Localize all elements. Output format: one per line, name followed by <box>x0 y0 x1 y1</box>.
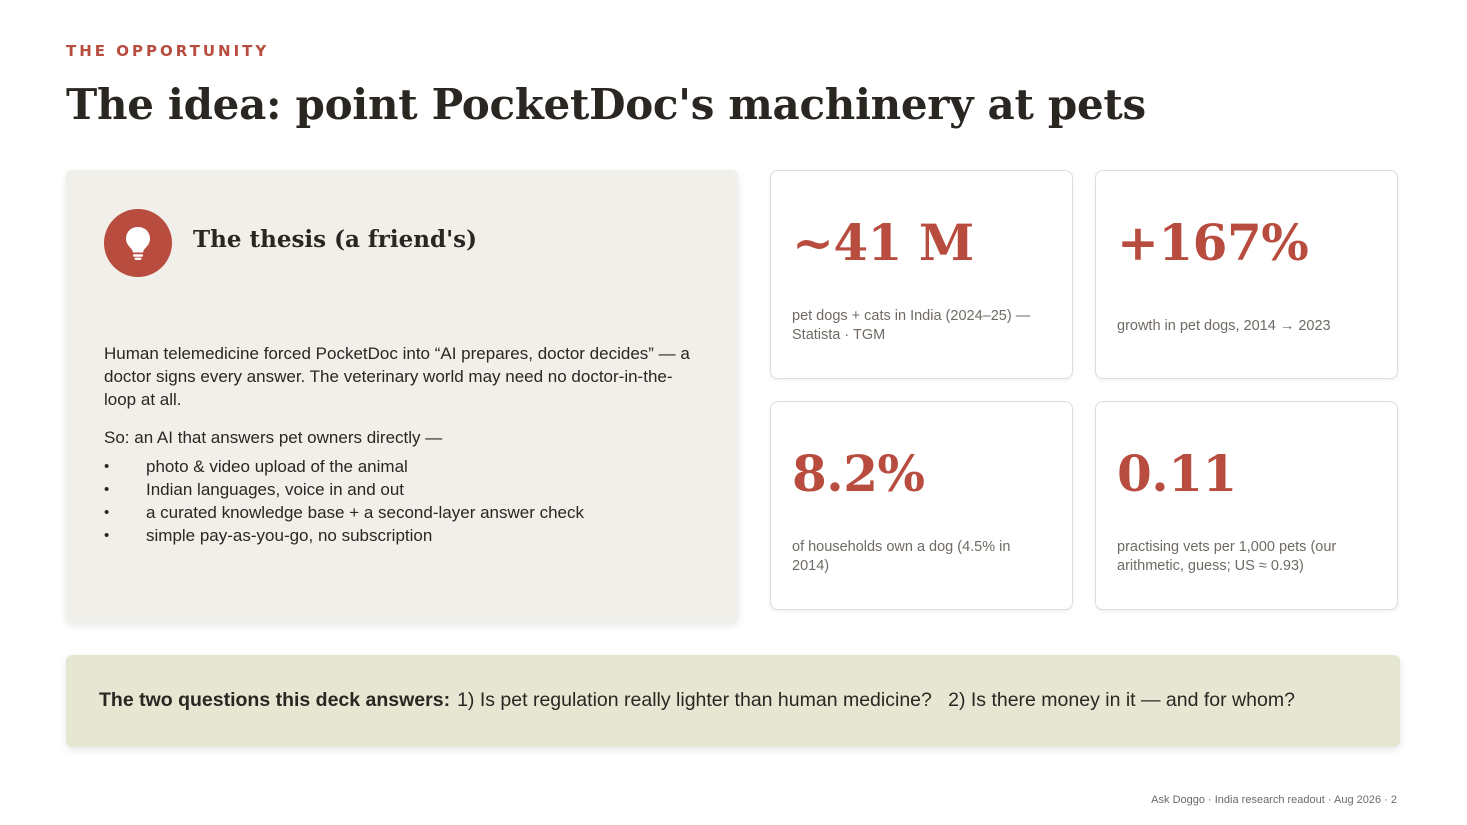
key-questions-list: 1) Is pet regulation really lighter than human medicine? 2) Is there money in it — and for whom? <box>457 689 1295 711</box>
list-item <box>104 478 704 501</box>
stat-value: 8.2% <box>792 444 925 503</box>
page-title: The idea: point PocketDoc's machinery at pets <box>66 80 1146 129</box>
lightbulb-icon <box>104 209 172 277</box>
stat-value: +167% <box>1117 213 1309 272</box>
stat-caption: of households own a dog (4.5% in 2014) <box>792 539 1011 574</box>
thesis-heading: The thesis (a friend's) <box>193 226 477 253</box>
bullet-text: simple pay-as-you-go, no subscription <box>146 526 433 545</box>
stat-value: ~41 M <box>792 213 974 272</box>
list-item <box>104 524 704 547</box>
bullet-icon: • <box>104 481 110 498</box>
section-eyebrow: THE OPPORTUNITY <box>66 42 270 60</box>
bullet-icon: • <box>104 504 110 521</box>
thesis-body <box>104 342 704 547</box>
thesis-paragraph: Human telemedicine forced PocketDoc into “AI prepares, doctor decides” — a doctor signs every answer. The veterinary world may need no doctor-in-the-loop at all. <box>104 344 690 409</box>
stat-caption: practising vets per 1,000 pets (our arithmetic, guess; US ≈ 0.93) <box>1117 539 1337 574</box>
bullet-text: Indian languages, voice in and out <box>146 480 405 499</box>
thesis-bullet-list <box>104 455 704 547</box>
key-questions-banner <box>66 655 1400 747</box>
stat-card-pet-population <box>770 170 1073 379</box>
stat-card-dog-growth <box>1095 170 1398 379</box>
bullet-icon: • <box>104 527 110 544</box>
bullet-text: a curated knowledge base + a second-layer answer check <box>146 503 585 522</box>
list-item <box>104 455 704 478</box>
lightbulb-glyph <box>123 225 153 261</box>
thesis-lead: So: an AI that answers pet owners directly — <box>104 428 443 447</box>
list-item <box>104 501 704 524</box>
key-questions-text <box>99 689 1295 712</box>
key-questions-label: The two questions this deck answers: <box>99 689 451 711</box>
stat-card-vet-ratio <box>1095 401 1398 610</box>
bullet-icon: • <box>104 458 110 475</box>
slide-footer: Ask Doggo · India research readout · Aug 2026 · 2 <box>1151 794 1397 806</box>
thesis-card <box>66 170 738 622</box>
bullet-text: photo & video upload of the animal <box>146 457 408 476</box>
stat-caption: pet dogs + cats in India (2024–25) — Statista · TGM <box>792 308 1031 343</box>
stat-card-household-ownership <box>770 401 1073 610</box>
stat-value: 0.11 <box>1117 444 1237 503</box>
stat-caption: growth in pet dogs, 2014 → 2023 <box>1117 318 1331 334</box>
